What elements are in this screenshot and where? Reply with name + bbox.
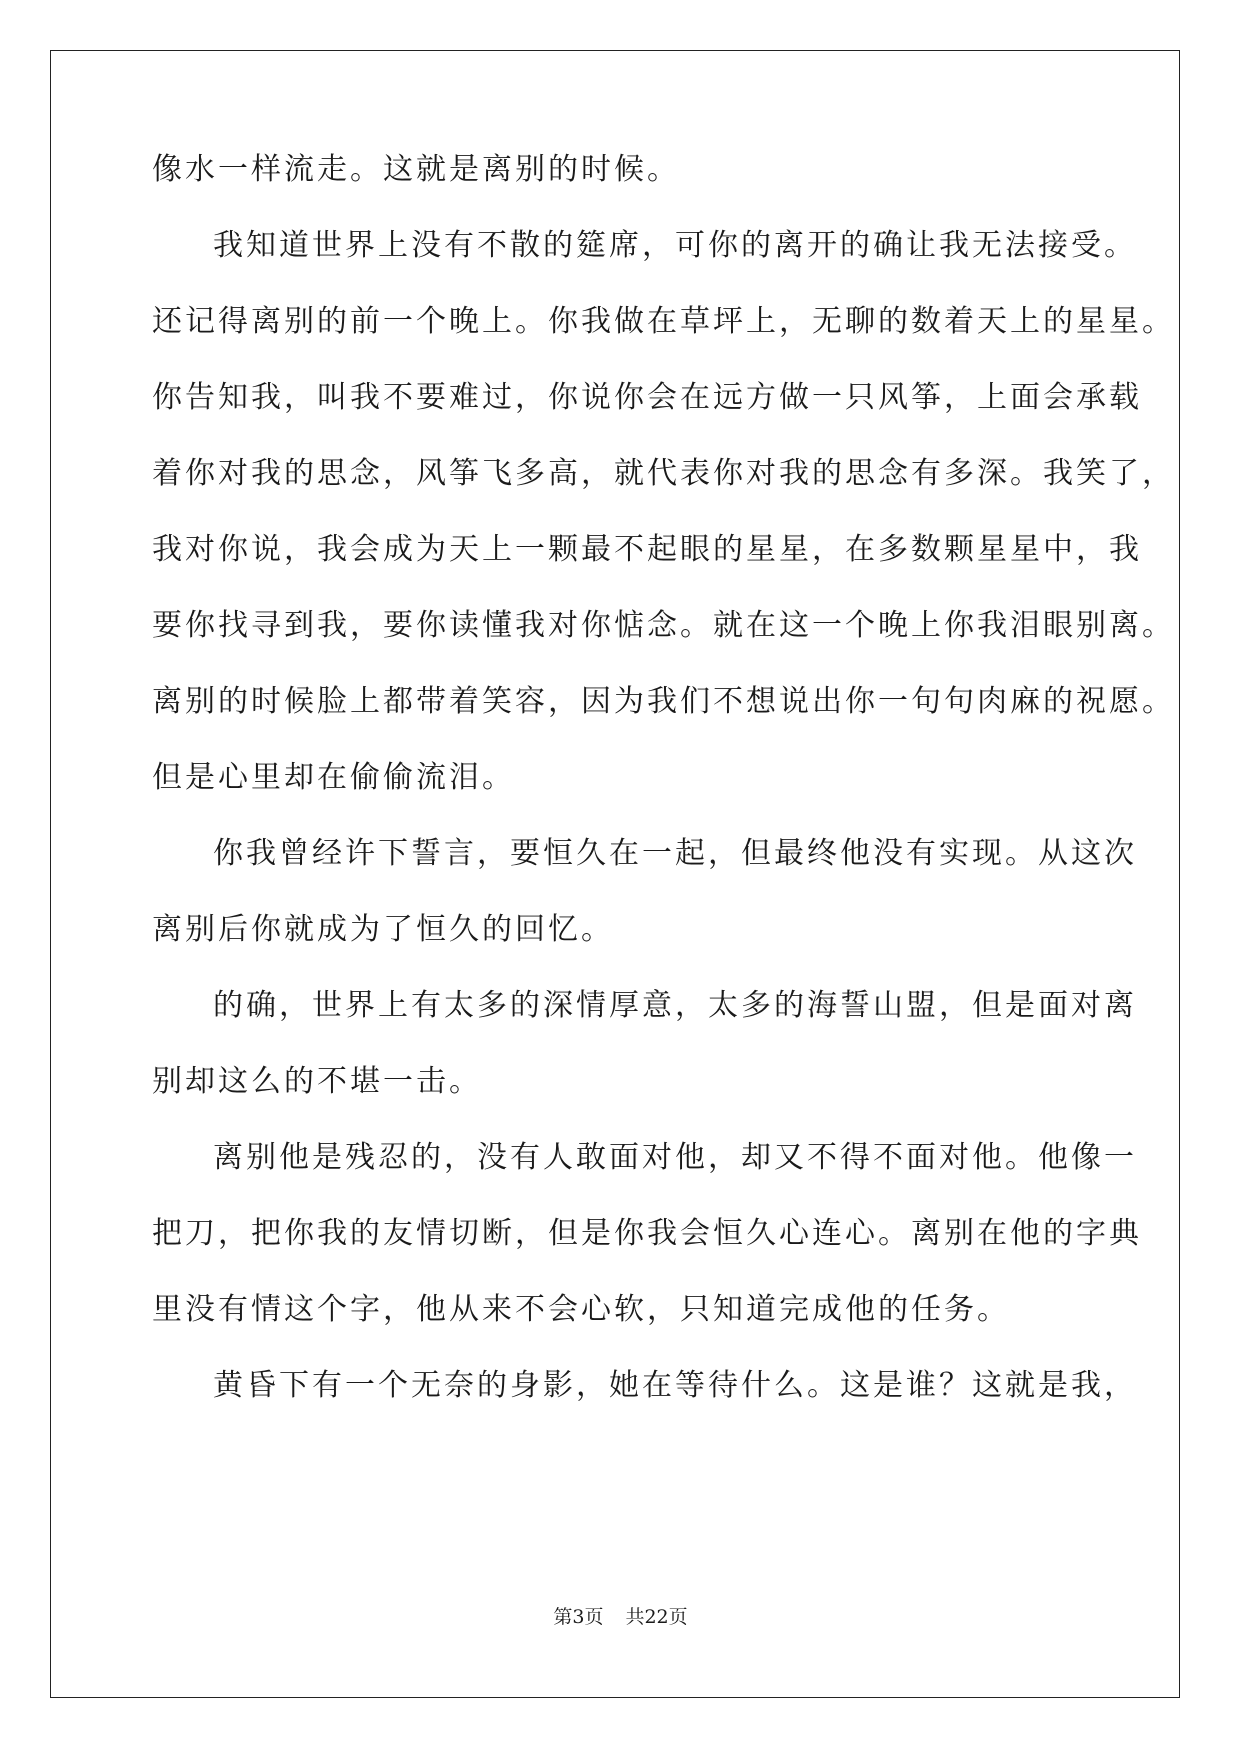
body-line-2: 我知道世界上没有不散的筵席，可你的离开的确让我无法接受。 bbox=[213, 228, 1137, 263]
body-line-6: 我对你说，我会成为天上一颗最不起眼的星星，在多数颗星星中，我 bbox=[152, 532, 1142, 567]
body-line-9: 但是心里却在偷偷流泪。 bbox=[152, 760, 515, 795]
page-number: 第3页 bbox=[553, 1606, 604, 1628]
body-line-13: 别却这么的不堪一击。 bbox=[152, 1064, 482, 1099]
body-line-4: 你告知我，叫我不要难过，你说你会在远方做一只风筝，上面会承载 bbox=[152, 380, 1142, 415]
body-line-16: 里没有情这个字，他从来不会心软，只知道完成他的任务。 bbox=[152, 1292, 1010, 1327]
body-line-17: 黄昏下有一个无奈的身影，她在等待什么。这是谁？这就是我， bbox=[213, 1368, 1137, 1403]
body-line-3: 还记得离别的前一个晚上。你我做在草坪上，无聊的数着天上的星星。 bbox=[152, 304, 1175, 339]
page-footer bbox=[0, 1605, 1241, 1629]
body-line-14: 离别他是残忍的，没有人敢面对他，却又不得不面对他。他像一 bbox=[213, 1140, 1137, 1175]
body-line-7: 要你找寻到我，要你读懂我对你惦念。就在这一个晚上你我泪眼别离。 bbox=[152, 608, 1175, 643]
page-border bbox=[50, 50, 1180, 1698]
body-line-12: 的确，世界上有太多的深情厚意，太多的海誓山盟，但是面对离 bbox=[213, 988, 1137, 1023]
body-line-11: 离别后你就成为了恒久的回忆。 bbox=[152, 912, 614, 947]
body-line-8: 离别的时候脸上都带着笑容，因为我们不想说出你一句句肉麻的祝愿。 bbox=[152, 684, 1175, 719]
body-line-5: 着你对我的思念，风筝飞多高，就代表你对我的思念有多深。我笑了， bbox=[152, 456, 1175, 491]
page-total: 共22页 bbox=[625, 1606, 688, 1628]
body-line-10: 你我曾经许下誓言，要恒久在一起，但最终他没有实现。从这次 bbox=[213, 836, 1137, 871]
body-line-1: 像水一样流走。这就是离别的时候。 bbox=[152, 152, 680, 187]
body-line-15: 把刀，把你我的友情切断，但是你我会恒久心连心。离别在他的字典 bbox=[152, 1216, 1142, 1251]
